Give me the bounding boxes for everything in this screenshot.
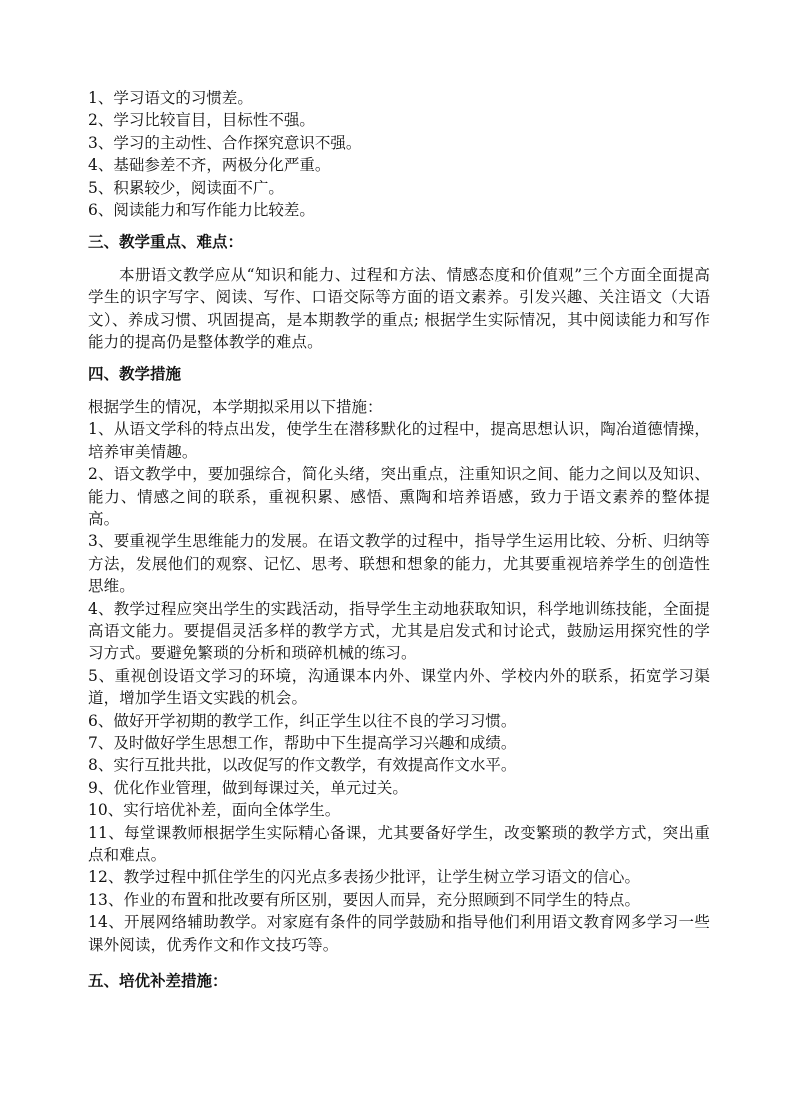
document-page [88,87,710,1002]
problem-item: 1、学习语文的习惯差。 [88,89,253,107]
problem-item: 5、积累较少，阅读面不广。 [88,178,284,197]
section-heading-measures: 四、教学措施 [88,365,182,384]
measure-item: 5、重视创设语文学习的环境，沟通课本内外、课堂内外、学校内外的联系，拓宽学习渠道，增加学生语文实践的机会。 [88,666,710,708]
measure-item: 12、教学过程中抓住学生的闪光点多表扬少批评，让学生树立学习语文的信心。 [88,868,641,887]
measure-item: 13、作业的布置和批改要有所区别，要因人而异，充分照顾到不同学生的特点。 [88,890,641,909]
problem-item: 4、基础参差不齐，两极分化严重。 [88,156,331,175]
measure-item: 14、开展网络辅助教学。对家庭有条件的同学鼓励和指导他们利用语文教育网多学习一些课外阅读，优秀作文和作文技巧等。 [88,913,710,954]
measure-item: 8、实行互批共批，以改促写的作文教学，有效提高作文水平。 [88,756,517,775]
measures-intro: 根据学生的情况，本学期拟采用以下措施： [88,397,383,416]
problem-item: 2、学习比较盲目，目标性不强。 [88,111,315,130]
key-points-paragraph: 本册语文教学应从“知识和能力、过程和方法、情感态度和价值观”三个方面全面提高学生的识字写字、阅读、写作、口语交际等方面的语文素养。引发兴趣、关注语文（大语文）、养成习惯、巩固提高，是本期教学的重点; 根据学生实际情况，其中阅读能力和写作能力的提高仍是整体教学的难点。 [88,265,710,352]
measure-item: 7、及时做好学生思想工作，帮助中下生提高学习兴趣和成绩。 [88,733,517,752]
measure-item: 9、优化作业管理，做到每课过关，单元过关。 [88,778,408,797]
section-heading-key-points: 三、教学重点、难点： [88,233,244,252]
measure-item: 6、做好开学初期的教学工作，纠正学生以往不良的学习习惯。 [88,711,517,730]
measure-item: 1、从语文学科的特点出发，使学生在潜移默化的过程中，提高思想认识，陶冶道德情操，培养审美情趣。 [88,420,710,461]
measure-item: 3、要重视学生思维能力的发展。在语文教学的过程中，指导学生运用比较、分析、归纳等方法，发展他们的观察、记忆、思考、联想和想象的能力，尤其要重视培养学生的创造性思维。 [88,532,710,596]
problem-item: 6、阅读能力和写作能力比较差。 [88,201,315,220]
measure-item: 4、教学过程应突出学生的实践活动，指导学生主动地获取知识，科学地训练技能，全面提高语文能力。要提倡灵活多样的教学方式，尤其是启发式和讨论式，鼓励运用探究性的学习方式。要避免繁琐的分析和琐碎机械的练习。 [88,599,710,663]
measure-item: 2、语文教学中，要加强综合，简化头绪，突出重点，注重知识之间、能力之间以及知识、能力、情感之间的联系，重视积累、感悟、熏陶和培养语感，致力于语文素养的整体提高。 [88,465,710,528]
measure-item: 10、实行培优补差，面向全体学生。 [88,801,341,820]
measure-item: 11、每堂课教师根据学生实际精心备课，尤其要备好学生，改变繁琐的教学方式，突出重点和难点。 [88,823,710,864]
section-heading-tutoring: 五、培优补差措施： [88,972,228,991]
problem-list [88,87,710,221]
problem-item: 3、学习的主动性、合作探究意识不强。 [88,133,362,152]
measures-list [88,418,710,956]
